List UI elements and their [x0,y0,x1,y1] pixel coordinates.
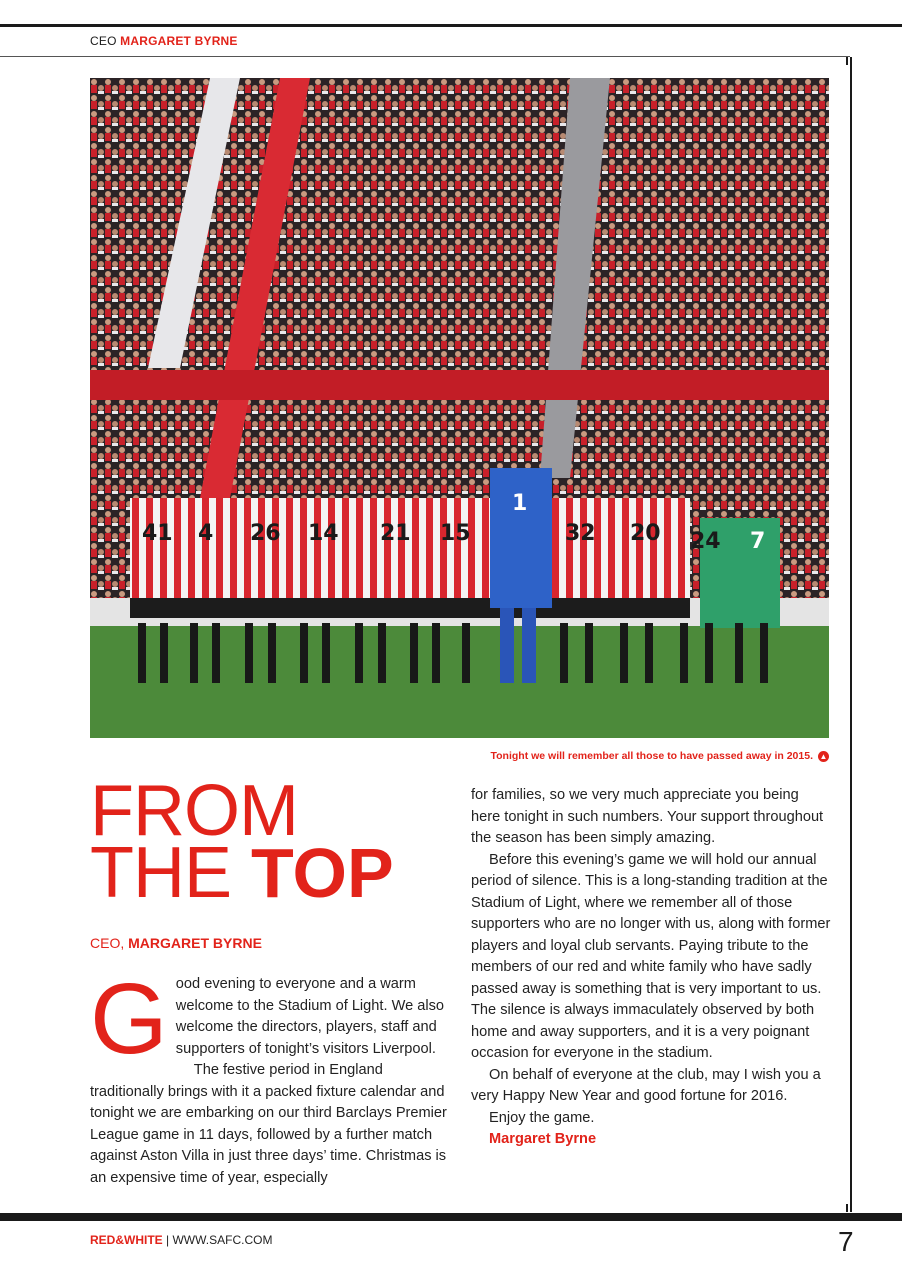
arrow-up-icon: ▲ [819,751,828,761]
article-column-left [90,963,452,1189]
title-line-2-thin: THE [90,833,231,913]
crop-mark-top [846,57,854,65]
signature: Margaret Byrne [489,1131,597,1147]
shirt-number: 26 [250,521,281,546]
shirt-number: 20 [630,521,661,546]
side-rule [850,57,852,1212]
footer [90,1233,272,1247]
running-head-role: CEO [90,34,117,48]
title-line-2-bold: TOP [251,834,394,912]
article-column-right [471,785,831,1151]
shirt-number: 41 [142,521,173,546]
shirt-number: 24 [690,529,721,554]
photo-caption-text: Tonight we will remember all those to have passed away in 2015. [490,750,813,762]
byline-name: MARGARET BYRNE [128,935,262,951]
byline-role: CEO, [90,935,125,951]
shirt-number: 14 [308,521,339,546]
paragraph: The festive period in England traditionally brings with it a packed fixture calendar and tonight we are embarking on our third Barclays Premier League game in 11 days, followed by a further match against Aston Villa in just three days’ time. Christmas is an expensive time of year, especially [90,1062,447,1186]
hero-photo [90,78,829,738]
photo-caption [491,750,830,762]
title-line-2 [90,833,394,913]
crop-mark-bottom [846,1204,854,1212]
footer-separator: | [166,1233,170,1247]
paragraph: for families, so we very much appreciate you being here tonight in such numbers. Your support throughout the season has been simply amazing. [471,787,824,846]
footer-url: WWW.SAFC.COM [172,1233,273,1247]
top-rule [0,24,902,27]
article-title [90,771,394,913]
shirt-number: 32 [565,521,596,546]
shirt-number: 21 [380,521,411,546]
paragraph: Before this evening’s game we will hold our annual period of silence. This is a long-standing tradition at the Stadium of Light, where we remember all of those supporters who are no longer with us, along with former players and loyal club servants. Paying tribute to the members of our red and white family who have sadly passed away is something that is very important to us. The silence is always immaculately observed by both home and away supporters, and it is a very poignant occasion for everyone in the stadium. [471,851,831,1061]
paragraph: ood evening to everyone and a warm welcome to the Stadium of Light. We also welcome the directors, players, staff and supporters of tonight’s visitors Liverpool. [175,976,445,1057]
title-line-1: FROM [90,771,298,851]
drop-cap: G [90,963,168,1075]
shirt-number: 7 [750,529,766,554]
shirt-number: 1 [512,491,528,516]
byline [90,935,262,951]
footer-bar [0,1213,902,1221]
page-number: 7 [838,1226,854,1257]
shirt-number: 15 [440,521,471,546]
running-head [90,34,238,48]
paragraph: On behalf of everyone at the club, may I wish you a very Happy New Year and good fortune for 2016. [471,1066,821,1104]
paragraph: Enjoy the game. [489,1109,595,1126]
footer-brand: RED&WHITE [90,1233,163,1247]
advertising-board [90,370,829,400]
goalkeeper [490,468,552,608]
shirt-number: 4 [198,521,214,546]
running-head-name: MARGARET BYRNE [120,34,238,48]
header-rule [0,56,850,57]
stadium-silence-illustration [90,78,829,738]
